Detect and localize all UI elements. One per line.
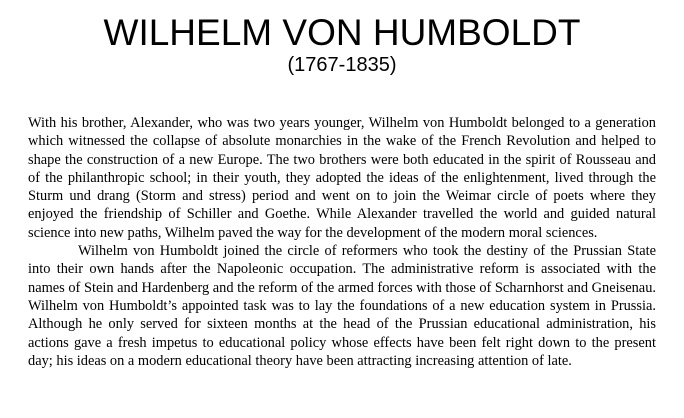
body-text: [28, 114, 656, 370]
paragraph-2: Wilhelm von Humboldt joined the circle of reformers who took the destiny of the Prussian State into their own hands after the Napoleonic occupation. The administrative reform is associated with the names of Stein and Hardenberg and the reform of the armed forces with those of Scharnhorst and Gneisenau. Wilhelm von Humboldt’s appointed task was to lay the foundations of a new education system in Prussia. Although he only served for sixteen months at the head of the Prussian educational administration, his actions gave a fresh impetus to educational policy whose effects have been felt right down to the present day; his ideas on a modern educational theory have been attracting increasing attention of late.: [28, 243, 656, 369]
page-title: WILHELM VON HUMBOLDT: [103, 12, 581, 53]
life-dates: (1767-1835): [287, 54, 397, 76]
paragraph-1: With his brother, Alexander, who was two years younger, Wilhelm von Humboldt belonged to a generation which witnessed the collapse of absolute monarchies in the wake of the French Revolution and helped to shape the construction of a new Europe. The two brothers were both educated in the spirit of Rousseau and of the philanthropic school; in their youth, they adopted the ideas of the enlightenment, lived through the Sturm und drang (Storm and stress) period and went on to join the Weimar circle of poets where they enjoyed the friendship of Schiller and Goethe. While Alexander travelled the world and guided natural science into new paths, Wilhelm paved the way for the development of the modern moral sciences.: [28, 115, 656, 241]
